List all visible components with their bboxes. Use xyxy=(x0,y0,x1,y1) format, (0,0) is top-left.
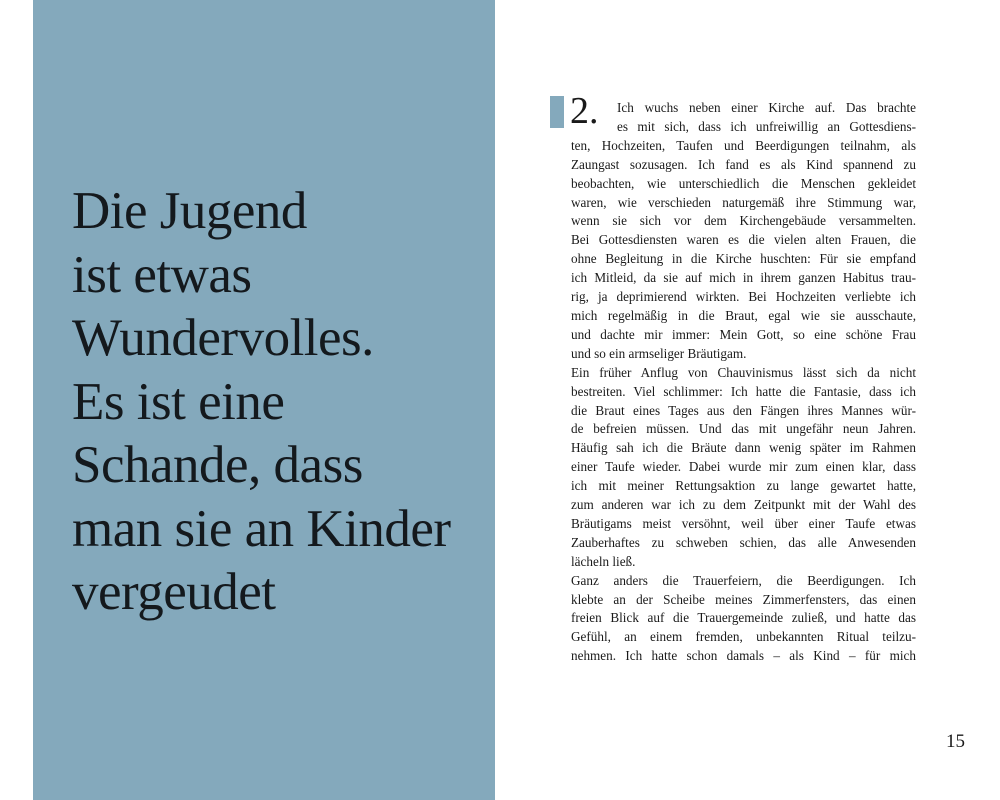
body-line: Häufig sah ich die Bräute dann wenig später im Rahmen xyxy=(571,440,916,456)
body-line: Zaungast sozusagen. Ich fand es als Kind spannend zu xyxy=(571,156,916,172)
body-line: einer Taufe wieder. Dabei wurde mir zum einen klar, dass xyxy=(571,459,916,475)
page-number: 15 xyxy=(946,731,965,752)
body-line: bestreiten. Viel schlimmer: Ich hatte die Fantasie, dass ich xyxy=(571,383,916,399)
body-line: Bei Gottesdiensten waren es die vielen alten Frauen, die xyxy=(571,232,916,248)
quote-line: Die Jugend xyxy=(72,182,307,240)
quote-line: man sie an Kinder xyxy=(72,499,451,558)
body-line: ich Mitleid, da sie auf mich in ihrem ganzen Habitus trau- xyxy=(571,270,916,286)
quote-line: vergeudet xyxy=(72,563,276,621)
quote-line: Wundervolles. xyxy=(72,309,374,367)
quote-line: ist etwas xyxy=(72,245,252,304)
body-line: zum anderen war ich zu dem Zeitpunkt mit der Wahl des xyxy=(571,497,916,513)
quote-panel xyxy=(33,0,495,800)
body-line: lächeln ließ. xyxy=(571,553,636,569)
body-line: Ein früher Anflug von Chauvinismus lässt sich da nicht xyxy=(571,364,916,380)
pull-quote xyxy=(72,180,512,625)
body-line: rig, ja deprimierend wirkten. Bei Hochzeiten verliebte ich xyxy=(571,289,916,305)
body-line: klebte an der Scheibe meines Zimmerfensters, das einen xyxy=(571,591,916,607)
body-line: wenn sie sich vor dem Kirchengebäude versammelten. xyxy=(571,213,916,229)
body-line: waren, wie verschieden naturgemäß ihre Stimmung war, xyxy=(571,194,916,210)
quote-line: Schande, dass xyxy=(72,436,363,494)
body-line: Bräutigams meist versöhnt, weil über einer Taufe etwas xyxy=(571,515,916,531)
body-line: und dachte mir immer: Mein Gott, so eine schöne Frau xyxy=(571,326,916,342)
body-line: und so ein armseliger Bräutigam. xyxy=(571,345,747,361)
body-line: Ganz anders die Trauerfeiern, die Beerdigungen. Ich xyxy=(571,572,916,588)
body-line: mich regelmäßig in die Braut, egal wie sie ausschaute, xyxy=(571,307,916,323)
body-line: ich mit meiner Rettungsaktion zu lange gewartet hatte, xyxy=(571,478,916,494)
body-line: ten, Hochzeiten, Taufen und Beerdigungen teilnahm, als xyxy=(571,137,916,153)
chapter-marker xyxy=(550,96,564,128)
body-line: freien Blick auf die Trauergemeinde zuließ, und hatte das xyxy=(571,610,916,626)
body-line: de befreien müssen. Und das mit ungefähr neun Jahren. xyxy=(571,421,916,437)
chapter-body xyxy=(571,99,916,666)
body-line: es mit sich, dass ich unfreiwillig an Gottesdiens- xyxy=(617,118,916,134)
chapter-number: 2. xyxy=(570,90,599,132)
body-line: Zauberhaftes zu schweben schien, das alle Anwesenden xyxy=(571,534,916,550)
body-line: die Braut eines Tages aus den Fängen ihres Mannes wür- xyxy=(571,402,916,418)
body-line: Ich wuchs neben einer Kirche auf. Das brachte xyxy=(617,100,916,115)
quote-line: Es ist eine xyxy=(72,372,285,431)
body-line: Gefühl, an einem fremden, unbekannten Ritual teilzu- xyxy=(571,629,916,645)
body-line: ohne Begleitung in die Kirche huschten: Für sie empfand xyxy=(571,251,916,267)
body-line: beobachten, wie unterschiedlich die Menschen gekleidet xyxy=(571,175,916,191)
body-line: nehmen. Ich hatte schon damals – als Kind – für mich xyxy=(571,648,916,664)
